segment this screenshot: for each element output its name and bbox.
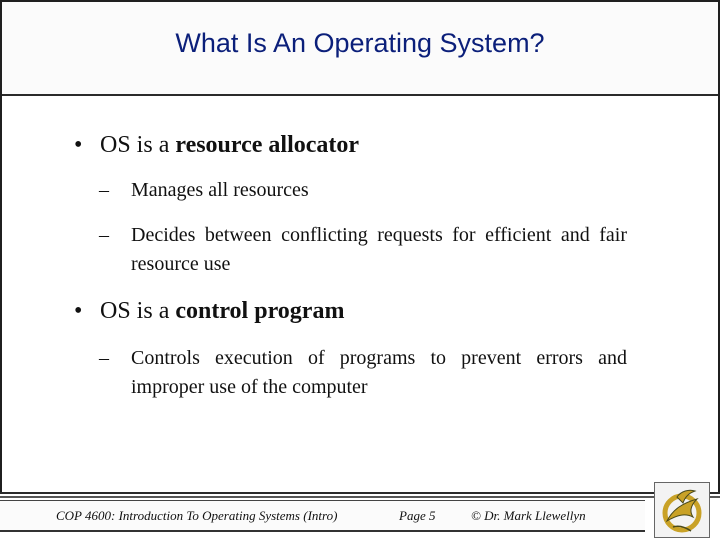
sub-bullet-text: Decides between conflicting requests for efficient and fair resource use	[131, 224, 627, 275]
footer-course: COP 4600: Introduction To Operating Systems (Intro)	[56, 508, 338, 523]
bullet-prefix: OS is a	[100, 298, 176, 324]
bullet-emphasis: control program	[175, 298, 345, 324]
sub-bullet-dash: –	[99, 179, 109, 201]
bullet-text	[100, 131, 359, 159]
footer-page-number: Page 5	[399, 508, 436, 523]
footer-author: © Dr. Mark Llewellyn	[471, 508, 586, 523]
bullet-dot: •	[74, 132, 83, 158]
sub-bullet-text: Manages all resources	[131, 179, 309, 201]
bullet-text	[100, 297, 344, 325]
bullet-prefix: OS is a	[100, 132, 176, 158]
slide-title: What Is An Operating System?	[175, 28, 545, 58]
bullet-dot: •	[74, 298, 83, 324]
footer-rule	[0, 496, 720, 498]
bullet-emphasis: resource allocator	[175, 132, 360, 158]
sub-bullet-dash: –	[99, 347, 109, 369]
ucf-pegasus-logo-icon	[654, 482, 710, 538]
sub-bullet-dash: –	[99, 224, 109, 246]
sub-bullet-text: Controls execution of programs to prevent errors and improper use of the computer	[131, 347, 627, 398]
